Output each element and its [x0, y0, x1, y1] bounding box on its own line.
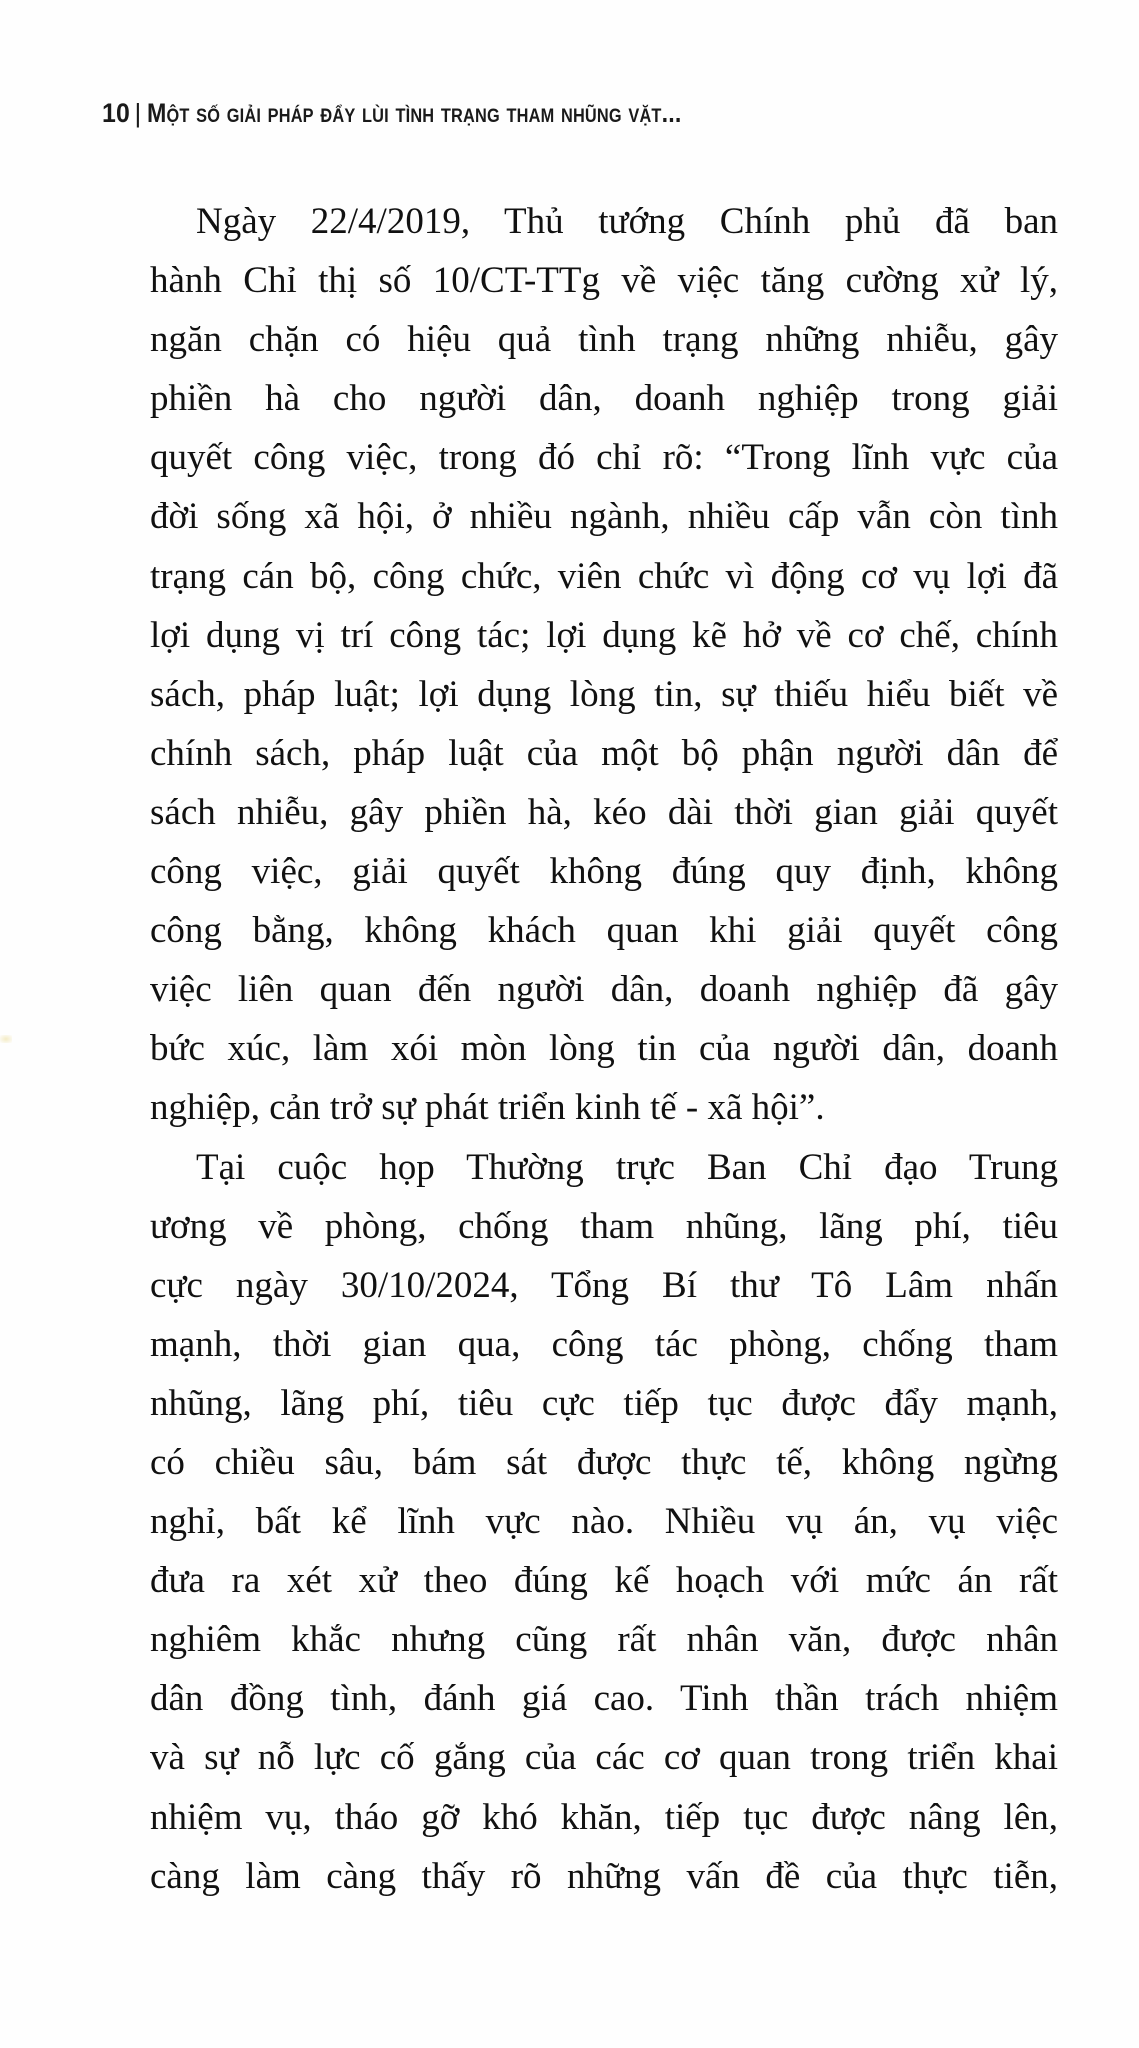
- header-separator: |: [134, 98, 142, 128]
- paragraph-1: [150, 192, 1058, 1138]
- text-line: Tại cuộc họp Thường trực Ban Chỉ đạo Trung: [196, 1146, 1058, 1188]
- text-line: dân đồng tình, đánh giá cao. Tinh thần trách nhiệm: [150, 1678, 1058, 1720]
- text-line: đời sống xã hội, ở nhiều ngành, nhiều cấp vẫn còn tình: [150, 496, 1058, 538]
- text-line: công bằng, không khách quan khi giải quyết công: [150, 910, 1058, 952]
- text-line: có chiều sâu, bám sát được thực tế, không ngừng: [150, 1441, 1058, 1483]
- text-line: cực ngày 30/10/2024, Tổng Bí thư Tô Lâm nhấn: [150, 1264, 1058, 1306]
- text-line: sách nhiễu, gây phiền hà, kéo dài thời gian giải quyết: [150, 791, 1058, 833]
- text-line: việc liên quan đến người dân, doanh nghiệp đã gây: [150, 969, 1058, 1011]
- text-line: nhũng, lãng phí, tiêu cực tiếp tục được đẩy mạnh,: [150, 1382, 1058, 1424]
- text-line: ngăn chặn có hiệu quả tình trạng những nhiễu, gây: [150, 319, 1058, 361]
- text-line: mạnh, thời gian qua, công tác phòng, chống tham: [150, 1323, 1058, 1365]
- scan-artifact: [0, 1035, 12, 1043]
- text-line: lợi dụng vị trí công tác; lợi dụng kẽ hở về cơ chế, chính: [150, 614, 1058, 656]
- text-line: hành Chỉ thị số 10/CT-TTg về việc tăng cường xử lý,: [150, 260, 1058, 302]
- running-header: [102, 98, 769, 128]
- text-line: sách, pháp luật; lợi dụng lòng tin, sự thiếu hiểu biết về: [150, 673, 1058, 715]
- text-line: chính sách, pháp luật của một bộ phận người dân để: [150, 732, 1058, 774]
- text-line: Ngày 22/4/2019, Thủ tướng Chính phủ đã ban: [196, 201, 1058, 242]
- text-line: công việc, giải quyết không đúng quy định, không: [150, 851, 1058, 893]
- text-line: nghiệp, cản trở sự phát triển kinh tế - xã hội”.: [150, 1087, 825, 1129]
- text-line: càng làm càng thấy rõ những vấn đề của thực tiễn,: [150, 1855, 1058, 1897]
- text-line: bức xúc, làm xói mòn lòng tin của người dân, doanh: [150, 1028, 1058, 1070]
- text-line: nhiệm vụ, tháo gỡ khó khăn, tiếp tục được nâng lên,: [150, 1796, 1058, 1838]
- text-line: và sự nỗ lực cố gắng của các cơ quan trong triển khai: [150, 1737, 1058, 1779]
- text-line: ương về phòng, chống tham nhũng, lãng phí, tiêu: [150, 1205, 1058, 1247]
- running-header-title: một số giải pháp đẩy lùi tình trạng tham nhũng vặt...: [147, 98, 682, 128]
- text-line: phiền hà cho người dân, doanh nghiệp trong giải: [150, 378, 1058, 420]
- paragraph-2: [150, 1138, 1058, 1906]
- text-line: nghiêm khắc nhưng cũng rất nhân văn, được nhân: [150, 1619, 1058, 1661]
- text-line: đưa ra xét xử theo đúng kế hoạch với mức án rất: [150, 1560, 1058, 1602]
- text-line: nghỉ, bất kể lĩnh vực nào. Nhiều vụ án, vụ việc: [150, 1501, 1058, 1543]
- text-line: trạng cán bộ, công chức, viên chức vì động cơ vụ lợi đã: [150, 555, 1058, 597]
- page-number: 10: [102, 98, 131, 128]
- text-line: quyết công việc, trong đó chỉ rõ: “Trong lĩnh vực của: [150, 437, 1058, 479]
- body-text: [150, 192, 1058, 1906]
